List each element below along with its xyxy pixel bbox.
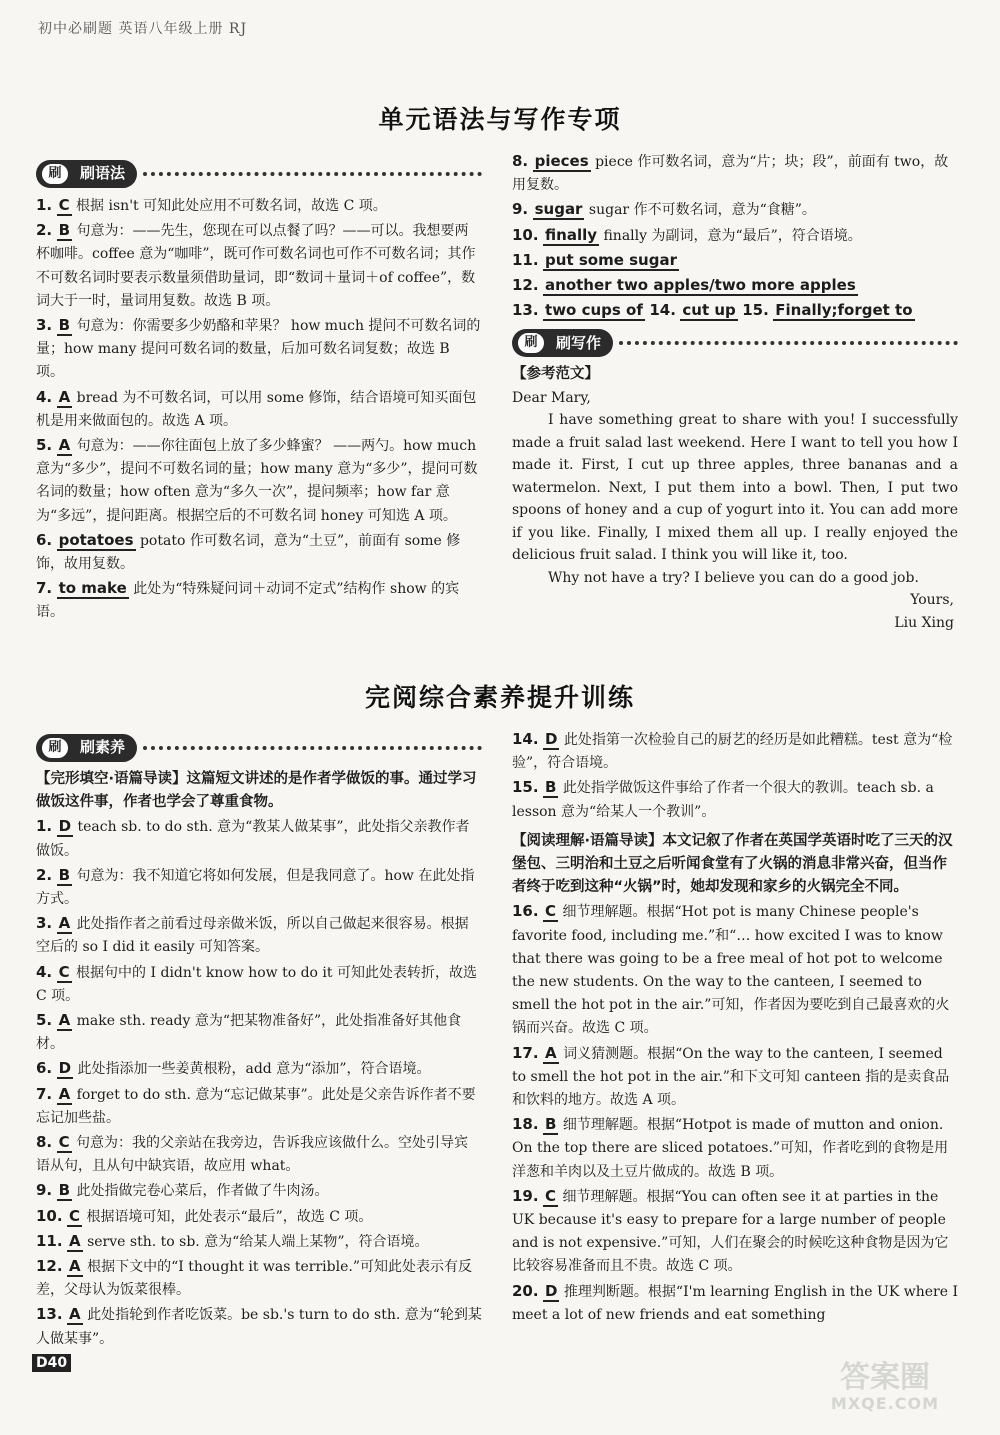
answer-number: 19. xyxy=(512,1186,539,1205)
answer-explanation: bread 为不可数名词，可以用 some 修饰，结合语境可知买面包机是用来做面包的。故选 A 项。 xyxy=(36,389,477,429)
answer-explanation: 根据语境可知，此处表示“最后”，故选 C 项。 xyxy=(82,1208,373,1225)
answer-item xyxy=(512,274,958,298)
answer-explanation: 根据句中的 I didn't know how to do it 可知此处表转折，故选 C 项。 xyxy=(36,964,477,1004)
answer-key: C xyxy=(545,902,557,921)
answer-item xyxy=(512,150,958,197)
cloze-intro: 【完形填空·语篇导读】这篇短文讲述的是作者学做饭的事。通过学习做饭这件事，作者也学会了尊重食物。 xyxy=(36,771,477,811)
answer-explanation: teach sb. to do sth. 意为“教某人做某事”，此处指父亲教作者做饭。 xyxy=(36,819,470,859)
answer-explanation: make sth. ready 意为“把某物准备好”，此处指准备好其他食材。 xyxy=(36,1013,462,1053)
answer-key: Finally;forget to xyxy=(775,301,913,320)
page-number: D40 xyxy=(32,1354,71,1372)
answer-explanation: 此处为“特殊疑问词＋动词不定式”结构作 show 的宾语。 xyxy=(36,581,460,621)
answer-explanation: finally 为副词，意为“最后”，符合语境。 xyxy=(599,227,862,244)
writing-tag-label: 刷写作 xyxy=(556,333,602,352)
answer-key: C xyxy=(58,962,70,981)
reading-column xyxy=(512,728,958,1328)
section-title-grammar-writing: 单元语法与写作专项 xyxy=(378,105,622,134)
answer-item xyxy=(512,198,958,222)
answer-explanation: 句意为：我不知道它将如何发展，但是我同意了。how 在此处指方式。 xyxy=(36,867,475,908)
answer-number: 5. xyxy=(36,436,53,455)
answer-key: B xyxy=(545,1115,557,1134)
answer-key: A xyxy=(69,1257,81,1276)
answer-explanation: 句意为：你需要多少奶酪和苹果？ how much 提问不可数名词的量；how many 提问可数名词的数量，后加可数名词复数；故选 B 项。 xyxy=(36,318,481,381)
answer-key: A xyxy=(58,1084,71,1103)
answer-explanation: 句意为：——你往面包上放了多少蜂蜜？ ——两勺。how much 意为“多少”，提问不可数名词的量；how many 意为“多少”，提问可数名词的数量；how often 意为“多久一次”，提问频率；how far 意为“多远”，提问距离。根据空后的不可数名词 honey 可知选 A 项。 xyxy=(36,438,478,524)
essay-signature: Liu Xing xyxy=(894,614,954,631)
answer-key: A xyxy=(58,387,71,406)
answer-item xyxy=(512,728,958,775)
answer-number: 8. xyxy=(36,1133,53,1152)
watermark-logo xyxy=(810,1362,960,1422)
answer-number: 15. xyxy=(742,301,769,320)
answer-item xyxy=(512,249,958,273)
answer-number: 15. xyxy=(512,778,539,797)
writing-column xyxy=(512,150,958,634)
answer-number: 1. xyxy=(36,196,53,214)
pen-icon: 刷 xyxy=(40,162,70,186)
running-header: 初中必刷题 英语八年级上册 RJ xyxy=(38,21,248,37)
answer-item xyxy=(36,1009,482,1056)
answer-number: 17. xyxy=(512,1043,539,1062)
answer-item xyxy=(36,961,482,1008)
answer-number: 10. xyxy=(512,225,539,244)
answer-key: C xyxy=(69,1206,81,1225)
answer-number: 4. xyxy=(36,962,53,981)
answer-item xyxy=(512,1280,958,1327)
answer-item xyxy=(36,1131,482,1178)
answer-item xyxy=(36,386,482,433)
grammar-column xyxy=(36,158,482,626)
answer-number: 3. xyxy=(36,316,53,335)
answer-explanation: 句意为：——先生，您现在可以点餐了吗？——可以。我想要两杯咖啡。coffee 意为“咖啡”，既可作可数名词也可作不可数名词；其作不可数名词时要表示数量须借助量词，即“数词＋量词＋of coffee”，数词大于一时，量词用复数。故选 B 项。 xyxy=(36,223,476,309)
essay-paragraph-1: I have something great to share with you! I successfully made a fruit salad last weekend. Here I want to tell you how I made it. First, I cut up three apples, three bananas and a watermelon. Next, I put them into a bowl. Then, I put two spoons of honey and a cup of yogurt into it. You can add more if you like. Finally, I mixed them all up. I really enjoyed the delicious fruit salad. I think you will like it, too. xyxy=(512,412,958,564)
answer-explanation: forget to do sth. 意为“忘记做某事”。此处是父亲告诉作者不要忘记加些盐。 xyxy=(36,1086,476,1126)
answer-item xyxy=(36,577,482,624)
answer-key: potatoes xyxy=(58,530,134,549)
answer-number: 12. xyxy=(512,276,539,295)
answer-key: A xyxy=(58,436,71,455)
answer-key: B xyxy=(58,865,71,884)
answer-explanation: serve sth. to sb. 意为“给某人端上某物”，符合语境。 xyxy=(82,1233,429,1250)
grammar-answers-continued xyxy=(512,150,958,298)
answer-item xyxy=(36,219,482,313)
dotted-divider xyxy=(619,341,958,345)
answer-item xyxy=(36,1179,482,1203)
answer-explanation: 此处指学做饭这件事给了作者一个很大的教训。teach sb. a lesson 意为“给某人一个教训”。 xyxy=(512,780,934,820)
answer-key: B xyxy=(545,778,557,797)
answer-item xyxy=(36,864,482,911)
answer-explanation: 细节理解题。根据“Hotpot is made of mutton and onion. On the top there are sliced potatoes.”可知，作者吃到的食物是用洋葱和羊肉以及土豆片做成的。故选 B 项。 xyxy=(512,1117,949,1180)
watermark-text: 答案圈 xyxy=(840,1360,930,1395)
grammar-tag xyxy=(36,158,482,190)
essay-closing: Yours, xyxy=(910,592,954,609)
reading-intro: 【阅读理解·语篇导读】本文记叙了作者在英国学英语时吃了三天的汉堡包、三明治和土豆之后听闻食堂有了火锅的消息非常兴奋，但当作者终于吃到这种“火锅”时，她却发现和家乡的火锅完全不同。 xyxy=(512,832,953,896)
answer-key: pieces xyxy=(534,152,589,170)
pen-icon: 刷 xyxy=(40,736,70,760)
answer-key: finally xyxy=(545,225,598,244)
answer-explanation: 根据 isn't 可知此处应用不可数名词，故选 C 项。 xyxy=(71,198,387,214)
answer-key: A xyxy=(58,1011,71,1030)
answer-key: B xyxy=(58,1181,71,1200)
answer-key: A xyxy=(69,1305,81,1324)
essay-paragraph-2: Why not have a try? I believe you can do a good job. xyxy=(548,569,919,586)
answer-number: 11. xyxy=(512,250,539,269)
answer-explanation: piece 作可数名词，意为“片；块；段”，前面有 two，故用复数。 xyxy=(512,154,949,194)
dotted-divider xyxy=(143,746,482,750)
essay-greeting: Dear Mary, xyxy=(512,389,591,406)
answer-item xyxy=(512,776,958,823)
answer-number: 13. xyxy=(512,301,539,320)
reading-answers xyxy=(512,900,958,1327)
answer-item xyxy=(36,314,482,385)
grammar-tag-label: 刷语法 xyxy=(80,164,126,183)
answer-explanation: 推理判断题。根据“I'm learning English in the UK where I meet a lot of new friends and eat something xyxy=(512,1283,958,1323)
answer-key: put some sugar xyxy=(545,250,677,269)
answer-explanation: 根据下文中的“I thought it was terrible.”可知此处表示有反差，父母认为饭菜很棒。 xyxy=(36,1259,472,1299)
answer-explanation: 此处指作者之前看过母亲做米饭，所以自己做起来很容易。根据空后的 so I did it easily 可知答案。 xyxy=(36,916,469,956)
answer-item xyxy=(512,1185,958,1279)
answer-item xyxy=(36,912,482,959)
answer-explanation: 细节理解题。根据“Hot pot is many Chinese people's favorite food, including me.”和“… how excited I was to know that there was going to be a free meal of hot pot to welcome the new students. On the way to the canteen, I seemed to smell the hot pot in the air.”可知，作者因为要吃到自己最喜欢的火锅而兴奋。故选 C 项。 xyxy=(512,904,950,1037)
answer-key: D xyxy=(58,817,72,836)
answer-number: 4. xyxy=(36,387,53,406)
answer-number: 16. xyxy=(512,902,539,921)
answer-key: D xyxy=(545,730,558,748)
answer-item xyxy=(36,529,482,576)
pen-icon: 刷 xyxy=(516,331,546,355)
answer-number: 13. xyxy=(36,1305,63,1324)
answer-key: C xyxy=(58,196,70,214)
answer-number: 20. xyxy=(512,1281,539,1300)
answer-key: to make xyxy=(58,579,127,598)
watermark-url: MXQE.COM xyxy=(830,1394,940,1413)
answer-number: 8. xyxy=(512,152,529,170)
answer-explanation: sugar 作不可数名词，意为“食糖”。 xyxy=(584,202,816,219)
answer-key: A xyxy=(545,1043,557,1062)
answer-key: another two apples/two more apples xyxy=(545,276,856,295)
cloze-answers-continued xyxy=(512,728,958,824)
cloze-answers xyxy=(36,815,482,1350)
answer-item xyxy=(36,1083,482,1130)
answer-explanation: 此处指做完卷心菜后，作者做了牛肉汤。 xyxy=(72,1183,329,1200)
answer-key: sugar xyxy=(534,200,583,219)
answer-number: 14. xyxy=(512,730,539,748)
answer-key: B xyxy=(58,316,71,335)
answer-number: 10. xyxy=(36,1206,63,1225)
answer-explanation: 词义猜测题。根据“On the way to the canteen, I seemed to smell the hot pot in the air.”和下文可知 canteen 指的是卖食品和饮料的地方。故选 A 项。 xyxy=(512,1045,950,1109)
answer-number: 14. xyxy=(649,301,676,320)
answer-number: 9. xyxy=(36,1181,53,1200)
answer-number: 5. xyxy=(36,1011,53,1030)
answer-explanation: 句意为：我的父亲站在我旁边，告诉我应该做什么。空处引导宾语从句，且从句中缺宾语，故应用 what。 xyxy=(36,1135,469,1175)
answer-key: D xyxy=(545,1281,558,1300)
literacy-tag-label: 刷素养 xyxy=(80,738,126,757)
answers-13-15 xyxy=(512,299,958,323)
answer-item xyxy=(36,194,482,218)
answer-key: D xyxy=(58,1059,72,1078)
cloze-column xyxy=(36,732,482,1352)
answer-explanation: 此处指轮到作者吃饭菜。be sb.'s turn to do sth. 意为“轮到某人做某事”。 xyxy=(36,1307,482,1347)
answer-number: 7. xyxy=(36,579,53,598)
answer-number: 6. xyxy=(36,530,53,549)
answer-number: 1. xyxy=(36,817,53,836)
answer-item xyxy=(36,815,482,862)
answer-key: C xyxy=(58,1133,70,1152)
sample-essay xyxy=(512,363,958,634)
answer-item xyxy=(36,1230,482,1254)
grammar-answers xyxy=(36,194,482,625)
dotted-divider xyxy=(143,172,482,176)
answer-key: B xyxy=(58,221,71,240)
answer-item xyxy=(36,1255,482,1302)
answer-number: 2. xyxy=(36,865,53,884)
answer-number: 2. xyxy=(36,221,53,240)
section-title-reading: 完阅综合素养提升训练 xyxy=(364,683,635,712)
answer-key: A xyxy=(58,914,71,933)
answer-item xyxy=(36,1303,482,1350)
answer-item xyxy=(512,224,958,248)
essay-label: 【参考范文】 xyxy=(512,366,599,383)
answer-number: 3. xyxy=(36,914,53,933)
answer-explanation: 此处指添加一些姜黄根粉，add 意为“添加”，符合语境。 xyxy=(73,1061,431,1078)
answer-explanation: potato 作可数名词，意为“土豆”，前面有 some 修饰，故用复数。 xyxy=(36,532,461,573)
answer-number: 6. xyxy=(36,1059,53,1078)
answer-number: 11. xyxy=(36,1231,63,1250)
answer-number: 18. xyxy=(512,1115,539,1134)
answer-number: 9. xyxy=(512,200,529,219)
answer-item xyxy=(512,1042,958,1113)
writing-tag xyxy=(512,327,958,359)
answer-item xyxy=(512,1113,958,1184)
answer-item xyxy=(36,1205,482,1229)
answer-item xyxy=(36,1057,482,1081)
answer-number: 7. xyxy=(36,1084,53,1103)
answer-key: two cups of xyxy=(545,301,643,320)
answer-item xyxy=(512,900,958,1040)
answer-key: C xyxy=(545,1186,557,1205)
answer-item xyxy=(36,434,482,528)
answer-explanation: 此处指第一次检验自己的厨艺的经历是如此糟糕。test 意为“检验”，符合语境。 xyxy=(512,732,953,772)
literacy-tag xyxy=(36,732,482,764)
answer-number: 12. xyxy=(36,1257,63,1276)
answer-key: A xyxy=(69,1231,81,1250)
answer-key: cut up xyxy=(682,301,736,320)
answer-explanation: 细节理解题。根据“You can often see it at parties in the UK because it's easy to prepare for a large number of people and is not expensive.”可知，人们在聚会的时候吃这种食物是因为它比较容易准备而且不贵。故选 C 项。 xyxy=(512,1188,949,1275)
